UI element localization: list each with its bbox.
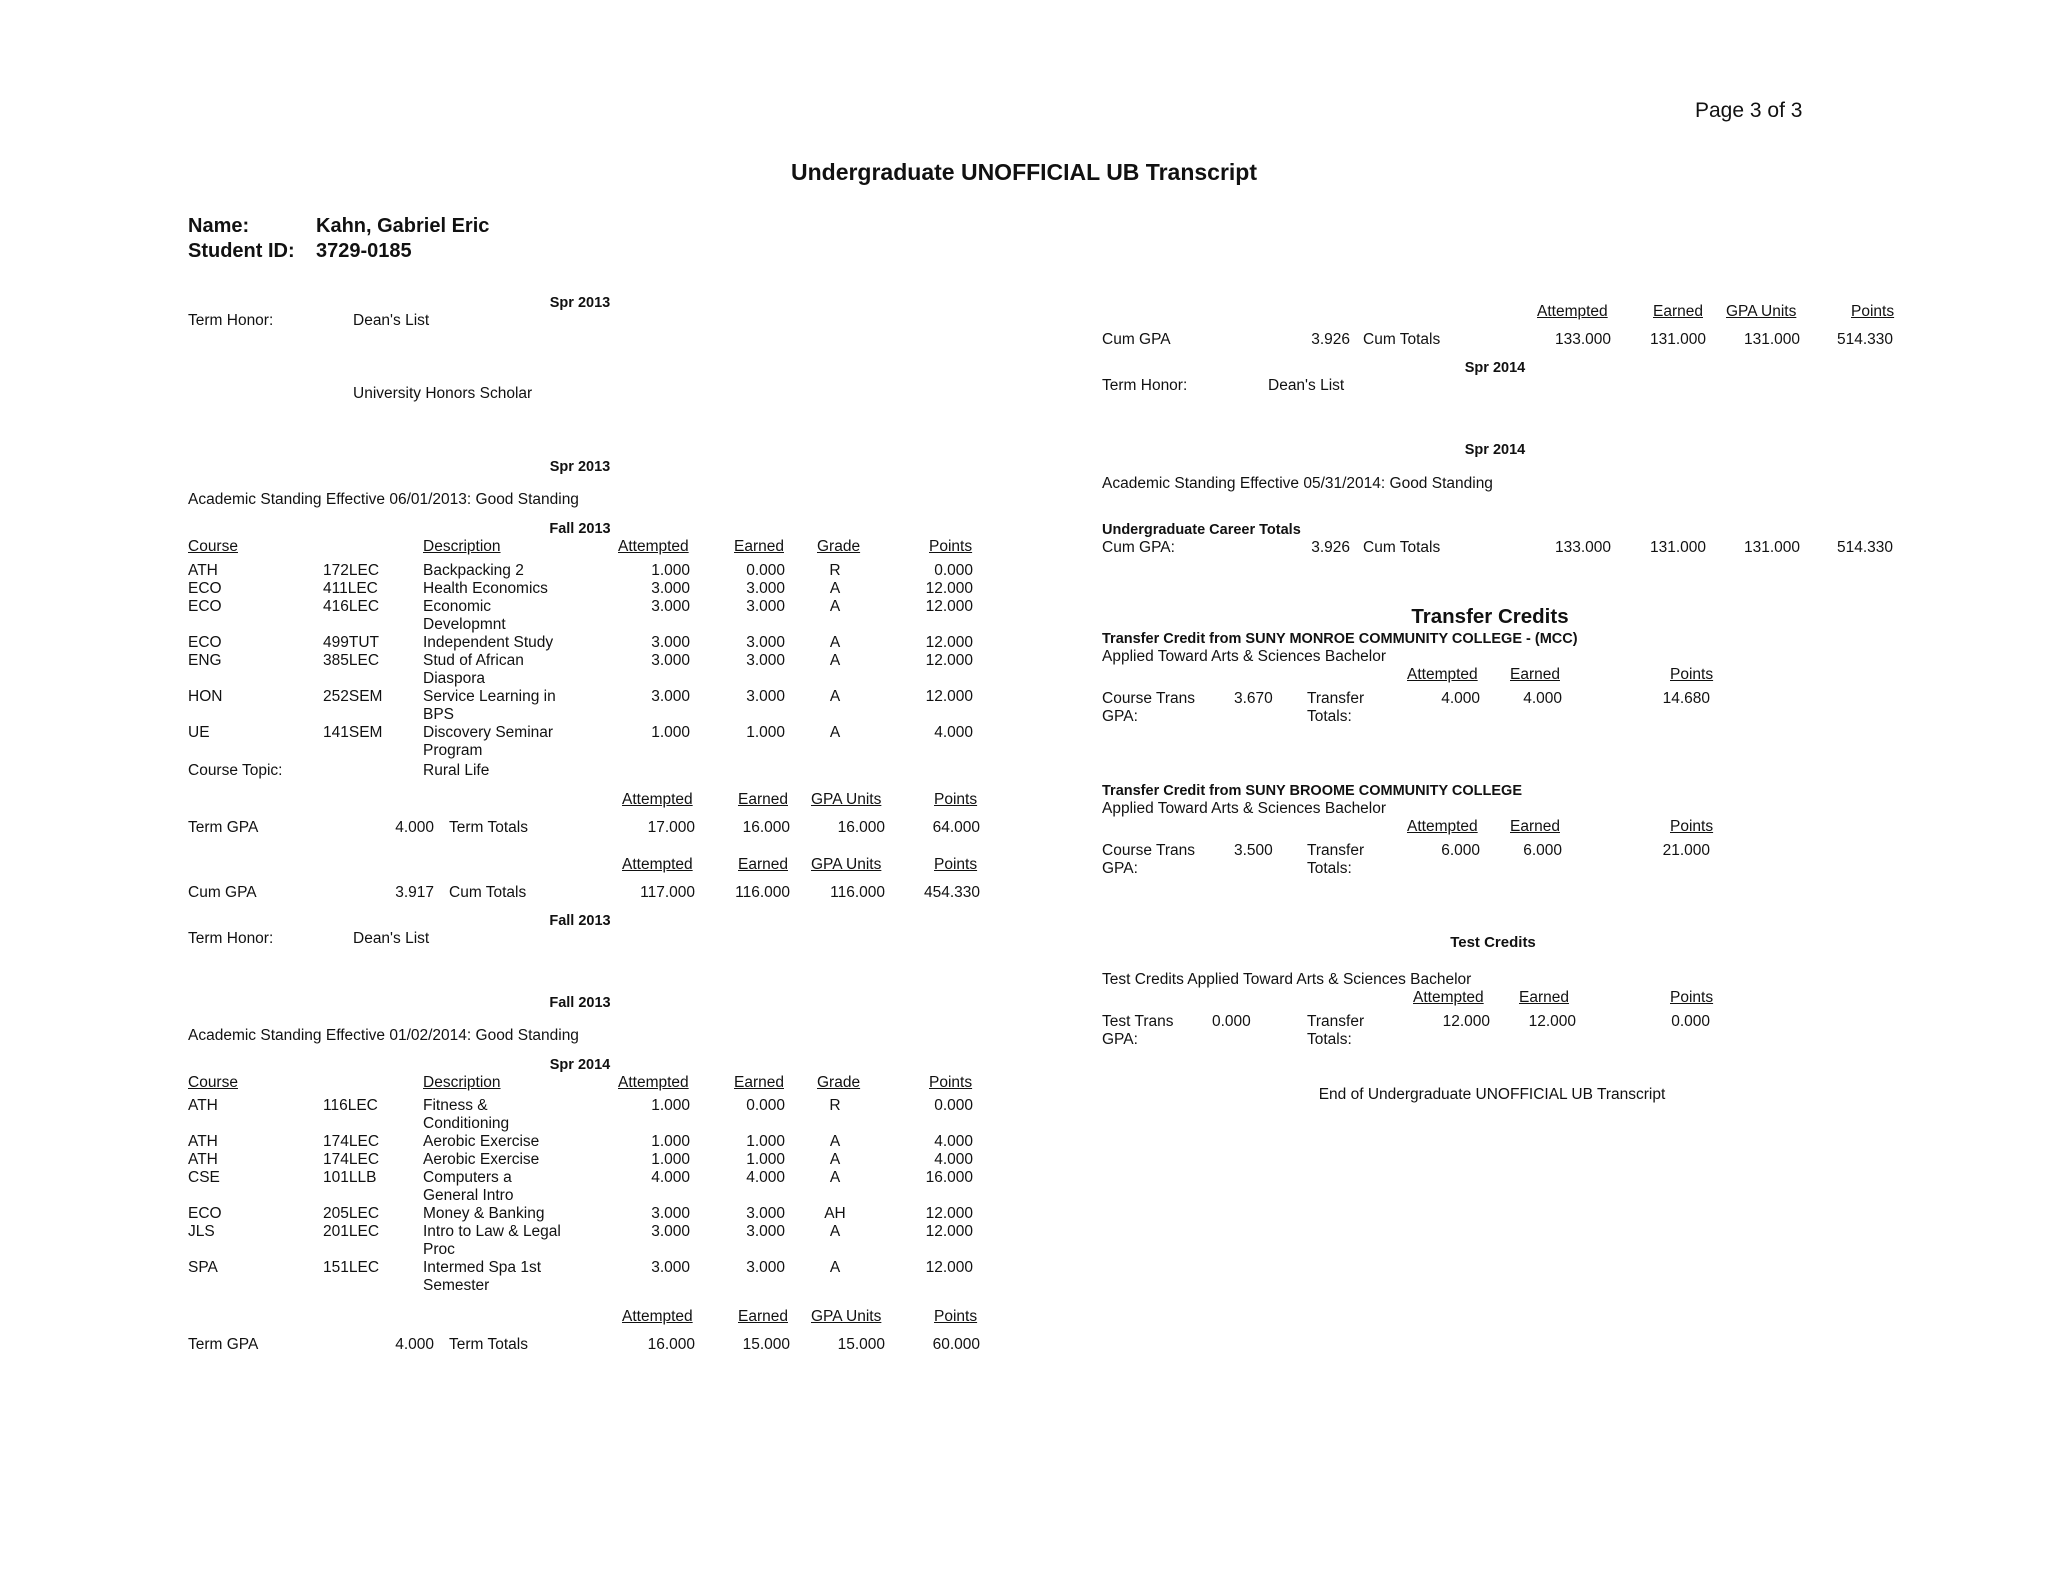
course-earned: 4.000 [746, 1169, 785, 1186]
cum-gpa-label: Cum GPA: [1102, 539, 1175, 556]
course-header: Course [188, 1074, 238, 1091]
cum-attempted: 117.000 [640, 884, 695, 901]
description-header: Description [423, 1074, 501, 1091]
cum-gpa-units: 116.000 [830, 884, 885, 901]
points-header: Points [929, 538, 973, 555]
course-earned: 3.000 [746, 688, 785, 705]
course-number: 252SEM [323, 688, 383, 705]
course-grade: AH [824, 1205, 846, 1222]
end-of-transcript: End of Undergraduate UNOFFICIAL UB Transcript [1318, 1086, 1666, 1103]
course-number: 101LLB [323, 1169, 377, 1186]
course-number: 411LEC [323, 580, 378, 597]
term-gpa-value: 4.000 [395, 819, 434, 836]
course-grade: A [829, 580, 841, 597]
test-gpa: 0.000 [1212, 1013, 1251, 1030]
grade-header: Grade [817, 538, 861, 555]
course-subject: HON [188, 688, 223, 705]
cum-gpa-label: Cum GPA [188, 884, 257, 901]
course-description: Intro to Law & Legal Proc [423, 1223, 561, 1258]
term-gpa-value: 4.000 [395, 1336, 434, 1353]
test-credits-title: Test Credits [1450, 934, 1536, 951]
attempted-header: Attempted [1413, 989, 1484, 1006]
cum-earned: 116.000 [735, 884, 790, 901]
course-number: 499TUT [323, 634, 379, 651]
term-heading: Spr 2014 [1464, 442, 1526, 458]
earned-header: Earned [1653, 303, 1703, 320]
course-points: 12.000 [925, 1205, 973, 1222]
test-points: 0.000 [1671, 1013, 1710, 1030]
course-description: Discovery Seminar Program [423, 724, 554, 759]
course-points: 0.000 [934, 1097, 973, 1114]
transfer-points: 21.000 [1662, 842, 1710, 859]
student-id: 3729-0185 [316, 240, 412, 262]
course-grade: A [829, 652, 841, 669]
course-description: Computers a General Intro [423, 1169, 514, 1204]
course-number: 172LEC [323, 562, 380, 579]
gpa-units-header: GPA Units [1726, 303, 1797, 320]
course-number: 151LEC [323, 1259, 380, 1276]
course-number: 141SEM [323, 724, 383, 741]
transfer-earned: 6.000 [1523, 842, 1562, 859]
transfer-attempted: 6.000 [1441, 842, 1480, 859]
earned-header: Earned [734, 1074, 784, 1091]
description-header: Description [423, 538, 501, 555]
term-heading: Spr 2013 [549, 459, 611, 475]
course-points: 12.000 [925, 1223, 973, 1240]
cum-gpa-value: 3.917 [395, 884, 434, 901]
course-attempted: 1.000 [651, 724, 690, 741]
career-totals-heading: Undergraduate Career Totals [1102, 522, 1301, 538]
earned-header: Earned [1519, 989, 1569, 1006]
earned-header: Earned [738, 791, 788, 808]
cum-points: 454.330 [923, 884, 980, 901]
cum-gpa-value: 3.926 [1311, 331, 1350, 348]
course-subject: ECO [188, 1205, 222, 1222]
gpa-label: GPA: [1102, 860, 1138, 877]
earned-header: Earned [1510, 818, 1560, 835]
attempted-header: Attempted [1407, 818, 1478, 835]
attempted-header: Attempted [1537, 303, 1608, 320]
cum-gpa-value: 3.926 [1311, 539, 1350, 556]
gpa-label: GPA: [1102, 708, 1138, 725]
course-description: Aerobic Exercise [423, 1151, 540, 1168]
points-header: Points [1670, 818, 1714, 835]
transfer-gpa: 3.670 [1234, 690, 1273, 707]
document-title: Undergraduate UNOFFICIAL UB Transcript [790, 159, 1258, 185]
course-description: Money & Banking [423, 1205, 545, 1222]
course-subject: ECO [188, 580, 222, 597]
course-subject: CSE [188, 1169, 220, 1186]
course-subject: UE [188, 724, 210, 741]
student-id-label: Student ID: [188, 240, 295, 262]
course-subject: SPA [188, 1259, 218, 1276]
gpa-label: GPA: [1102, 1031, 1138, 1048]
points-header: Points [934, 1308, 978, 1325]
course-subject: ECO [188, 598, 222, 615]
term-attempted: 17.000 [647, 819, 695, 836]
course-earned: 0.000 [746, 1097, 785, 1114]
grade-header: Grade [817, 1074, 861, 1091]
course-attempted: 3.000 [651, 580, 690, 597]
earned-header: Earned [738, 1308, 788, 1325]
term-heading: Fall 2013 [549, 521, 611, 537]
term-heading: Spr 2014 [549, 1057, 611, 1073]
term-totals-label: Term Totals [449, 819, 528, 836]
course-grade: A [829, 724, 841, 741]
cum-gpa-units: 131.000 [1743, 539, 1800, 556]
points-header: Points [929, 1074, 973, 1091]
gpa-units-header: GPA Units [811, 856, 882, 873]
course-attempted: 3.000 [651, 1205, 690, 1222]
course-header: Course [188, 538, 238, 555]
term-earned: 15.000 [742, 1336, 790, 1353]
academic-standing: Academic Standing Effective 06/01/2013: Good Standing [188, 491, 579, 508]
course-points: 4.000 [934, 724, 973, 741]
transfer-gpa: 3.500 [1234, 842, 1273, 859]
course-earned: 3.000 [746, 634, 785, 651]
gpa-units-header: GPA Units [811, 1308, 882, 1325]
transfer-label: Transfer [1307, 842, 1365, 859]
course-attempted: 1.000 [651, 1097, 690, 1114]
cum-points: 514.330 [1836, 331, 1893, 348]
totals-label: Totals: [1307, 1031, 1352, 1048]
course-grade: R [829, 1097, 841, 1114]
cum-attempted: 133.000 [1554, 539, 1611, 556]
points-header: Points [934, 856, 978, 873]
term-honor-label: Term Honor: [1102, 377, 1188, 394]
course-points: 16.000 [925, 1169, 973, 1186]
totals-label: Totals: [1307, 860, 1352, 877]
term-heading: Spr 2013 [549, 295, 611, 311]
term-honor-value: University Honors Scholar [353, 385, 533, 402]
course-attempted: 3.000 [651, 598, 690, 615]
course-points: 0.000 [934, 562, 973, 579]
course-points: 12.000 [925, 688, 973, 705]
course-subject: ATH [188, 1151, 218, 1168]
course-trans-label: Course Trans [1102, 690, 1196, 707]
points-header: Points [934, 791, 978, 808]
term-points: 64.000 [932, 819, 980, 836]
cum-gpa-label: Cum GPA [1102, 331, 1171, 348]
course-number: 116LEC [323, 1097, 378, 1114]
course-number: 205LEC [323, 1205, 380, 1222]
term-totals-label: Term Totals [449, 1336, 528, 1353]
term-honor-label: Term Honor: [188, 930, 274, 947]
course-number: 174LEC [323, 1133, 380, 1150]
course-attempted: 1.000 [651, 1151, 690, 1168]
cum-earned: 131.000 [1649, 539, 1706, 556]
course-points: 12.000 [925, 1259, 973, 1276]
transfer-applied-text: Applied Toward Arts & Sciences Bachelor [1102, 800, 1387, 817]
attempted-header: Attempted [622, 856, 693, 873]
transfer-label: Transfer [1307, 1013, 1365, 1030]
cum-totals-label: Cum Totals [1363, 331, 1441, 348]
course-number: 385LEC [323, 652, 380, 669]
cum-earned: 131.000 [1649, 331, 1706, 348]
course-attempted: 1.000 [651, 562, 690, 579]
course-grade: A [829, 1259, 841, 1276]
course-grade: R [829, 562, 841, 579]
course-description: Stud of African Diaspora [423, 652, 524, 687]
course-description: Fitness & Conditioning [423, 1097, 510, 1132]
term-gpa-label: Term GPA [188, 819, 259, 836]
gpa-units-header: GPA Units [811, 791, 882, 808]
course-grade: A [829, 598, 841, 615]
course-description: Service Learning in BPS [423, 688, 556, 723]
student-name: Kahn, Gabriel Eric [316, 215, 490, 237]
cum-gpa-units: 131.000 [1743, 331, 1800, 348]
cum-attempted: 133.000 [1554, 331, 1611, 348]
course-description: Intermed Spa 1st Semester [423, 1259, 542, 1294]
earned-header: Earned [734, 538, 784, 555]
attempted-header: Attempted [618, 538, 689, 555]
course-earned: 1.000 [746, 1133, 785, 1150]
term-honor-value: Dean's List [353, 312, 430, 329]
points-header: Points [1851, 303, 1895, 320]
attempted-header: Attempted [618, 1074, 689, 1091]
course-description: Aerobic Exercise [423, 1133, 540, 1150]
earned-header: Earned [738, 856, 788, 873]
transfer-earned: 4.000 [1523, 690, 1562, 707]
earned-header: Earned [1510, 666, 1560, 683]
course-earned: 3.000 [746, 1259, 785, 1276]
transfer-applied-text: Applied Toward Arts & Sciences Bachelor [1102, 648, 1387, 665]
cum-totals-label: Cum Totals [449, 884, 527, 901]
course-earned: 1.000 [746, 724, 785, 741]
term-points: 60.000 [932, 1336, 980, 1353]
course-earned: 3.000 [746, 1223, 785, 1240]
transfer-label: Transfer [1307, 690, 1365, 707]
page-number: Page 3 of 3 [1695, 99, 1803, 122]
attempted-header: Attempted [622, 1308, 693, 1325]
attempted-header: Attempted [1407, 666, 1478, 683]
course-points: 12.000 [925, 634, 973, 651]
course-grade: A [829, 634, 841, 651]
term-gpa-label: Term GPA [188, 1336, 259, 1353]
term-honor-label: Term Honor: [188, 312, 274, 329]
course-grade: A [829, 1169, 841, 1186]
course-subject: ATH [188, 562, 218, 579]
course-points: 4.000 [934, 1151, 973, 1168]
course-subject: ECO [188, 634, 222, 651]
course-grade: A [829, 1223, 841, 1240]
course-grade: A [829, 688, 841, 705]
transfer-institution-heading: Transfer Credit from SUNY MONROE COMMUNITY COLLEGE - (MCC) [1102, 631, 1578, 647]
term-gpa-units: 15.000 [837, 1336, 885, 1353]
course-attempted: 3.000 [651, 688, 690, 705]
term-attempted: 16.000 [647, 1336, 695, 1353]
course-points: 4.000 [934, 1133, 973, 1150]
course-description: Independent Study [423, 634, 554, 651]
course-trans-label: Course Trans [1102, 842, 1196, 859]
course-description: Economic Developmnt [423, 598, 506, 633]
course-attempted: 3.000 [651, 652, 690, 669]
course-description: Health Economics [423, 580, 548, 597]
course-subject: ATH [188, 1133, 218, 1150]
course-attempted: 1.000 [651, 1133, 690, 1150]
attempted-header: Attempted [622, 791, 693, 808]
term-gpa-units: 16.000 [837, 819, 885, 836]
course-earned: 3.000 [746, 1205, 785, 1222]
cum-points: 514.330 [1836, 539, 1893, 556]
course-points: 12.000 [925, 580, 973, 597]
course-points: 12.000 [925, 652, 973, 669]
course-description: Backpacking 2 [423, 562, 524, 579]
transfer-attempted: 4.000 [1441, 690, 1480, 707]
course-subject: ATH [188, 1097, 218, 1114]
course-earned: 1.000 [746, 1151, 785, 1168]
course-subject: ENG [188, 652, 222, 669]
course-number: 174LEC [323, 1151, 380, 1168]
course-grade: A [829, 1151, 841, 1168]
totals-label: Totals: [1307, 708, 1352, 725]
course-attempted: 4.000 [651, 1169, 690, 1186]
course-topic-value: Rural Life [423, 762, 490, 779]
academic-standing: Academic Standing Effective 01/02/2014: Good Standing [188, 1027, 579, 1044]
course-subject: JLS [188, 1223, 215, 1240]
term-heading: Fall 2013 [549, 995, 611, 1011]
test-trans-label: Test Trans [1102, 1013, 1174, 1030]
transfer-credits-title: Transfer Credits [1411, 605, 1569, 628]
course-points: 12.000 [925, 598, 973, 615]
cum-totals-label: Cum Totals [1363, 539, 1441, 556]
term-earned: 16.000 [742, 819, 790, 836]
course-topic-label: Course Topic: [188, 762, 283, 779]
course-number: 416LEC [323, 598, 380, 615]
course-earned: 3.000 [746, 580, 785, 597]
academic-standing: Academic Standing Effective 05/31/2014: Good Standing [1102, 475, 1493, 492]
course-earned: 3.000 [746, 598, 785, 615]
test-applied-text: Test Credits Applied Toward Arts & Sciences Bachelor [1102, 971, 1472, 988]
term-honor-value: Dean's List [1268, 377, 1345, 394]
test-earned: 12.000 [1528, 1013, 1576, 1030]
course-attempted: 3.000 [651, 1259, 690, 1276]
course-earned: 0.000 [746, 562, 785, 579]
course-number: 201LEC [323, 1223, 380, 1240]
term-heading: Spr 2014 [1464, 360, 1526, 376]
points-header: Points [1670, 989, 1714, 1006]
course-attempted: 3.000 [651, 1223, 690, 1240]
course-attempted: 3.000 [651, 634, 690, 651]
course-earned: 3.000 [746, 652, 785, 669]
course-grade: A [829, 1133, 841, 1150]
transfer-institution-heading: Transfer Credit from SUNY BROOME COMMUNITY COLLEGE [1102, 783, 1523, 799]
transfer-points: 14.680 [1662, 690, 1710, 707]
term-honor-value: Dean's List [353, 930, 430, 947]
name-label: Name: [188, 215, 250, 237]
test-attempted: 12.000 [1442, 1013, 1490, 1030]
points-header: Points [1670, 666, 1714, 683]
term-heading: Fall 2013 [549, 913, 611, 929]
